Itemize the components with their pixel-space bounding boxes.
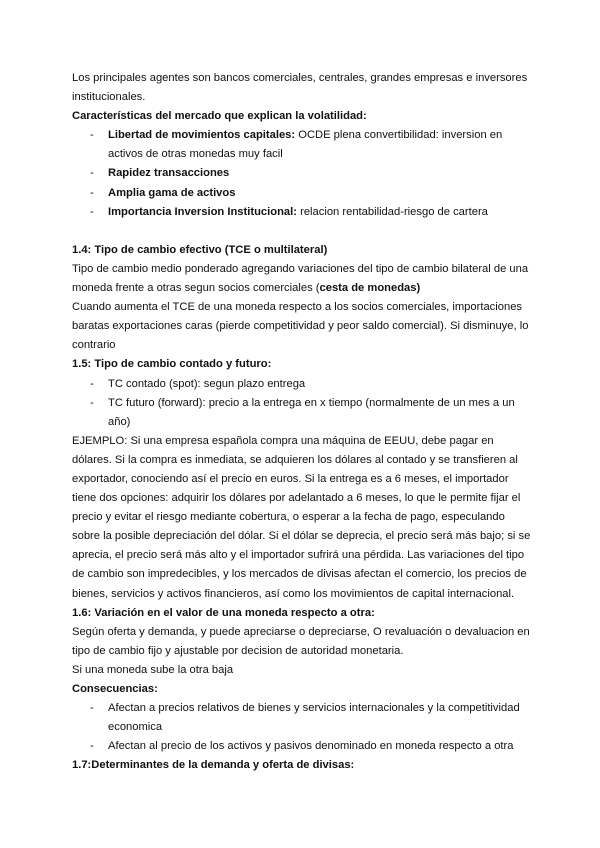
- dash-bullet: -: [90, 702, 94, 715]
- list-item: [72, 126, 528, 164]
- list-item-text: Afectan al precio de los activos y pasivos denominado en moneda respecto a otra: [108, 740, 514, 753]
- section-heading-1-4: 1.4: Tipo de cambio efectivo (TCE o multilateral): [72, 243, 328, 256]
- section-heading-1-7: 1.7:Determinantes de la demanda y oferta de divisas:: [72, 759, 355, 772]
- dash-bullet: -: [90, 205, 94, 218]
- intro-line-2: institucionales.: [72, 91, 146, 104]
- dash-bullet: -: [90, 396, 94, 409]
- list-item-bold: Rapidez transacciones: [108, 167, 230, 180]
- example-line: bienes, servicios y activos financieros, así como los movimientos de capital internacional.: [72, 587, 515, 600]
- tce-p2-line-1: Cuando aumenta el TCE de una moneda respecto a los socios comerciales, importaciones: [72, 301, 523, 314]
- list-item-text: Afectan a precios relativos de bienes y servicios internacionales y la competitividad: [108, 702, 520, 715]
- section-heading-1-5: 1.5: Tipo de cambio contado y futuro:: [72, 358, 272, 371]
- list-item-continuation: año): [108, 415, 131, 428]
- consequences-heading: Consecuencias:: [72, 683, 158, 695]
- list-item: [72, 164, 528, 183]
- variation-line-1: Según oferta y demanda, y puede apreciarse o depreciarse, O revaluación o devaluacion en: [72, 625, 530, 638]
- example-line: exportador, conociendo así el precio en euros. Si la entrega es a 6 meses, el importador: [72, 472, 509, 485]
- intro-line-1: Los principales agentes son bancos comerciales, centrales, grandes empresas e inversores: [72, 72, 528, 84]
- tce-p2-line-3: contrario: [72, 339, 116, 352]
- list-item: [72, 375, 528, 394]
- example-line: aprecia, el precio será más alto y el importador sufrirá una pérdida. Las variaciones del tipo: [72, 549, 525, 562]
- cesta-de-monedas: cesta de monedas): [319, 282, 421, 295]
- dash-bullet: -: [90, 186, 94, 199]
- example-line: sobre la posible depreciación del dólar. Si el dólar se deprecia, el precio será más bajo; si se: [72, 530, 531, 543]
- list-item-text: TC contado (spot): segun plazo entrega: [108, 377, 306, 390]
- variation-line-3: Si una moneda sube la otra baja: [72, 663, 234, 676]
- list-item: [72, 394, 528, 432]
- list-item-text: TC futuro (forward): precio a la entrega en x tiempo (normalmente de un mes a un: [108, 396, 515, 409]
- tce-p1-line-1: Tipo de cambio medio ponderado agregando variaciones del tipo de cambio bilateral de una: [72, 262, 529, 275]
- example-line: EJEMPLO: Si una empresa española compra una máquina de EEUU, debe pagar en: [72, 434, 494, 447]
- dash-bullet: -: [90, 167, 94, 180]
- document-page: [72, 69, 531, 775]
- variation-line-2: tipo de cambio fijo y ajustable por decision de autoridad monetaria.: [72, 644, 404, 657]
- example-line: precio y evitar el riesgo mediante cobertura, o esperar a la fecha de pago, especulando: [72, 511, 505, 524]
- tce-p2-line-2: baratas exportaciones caras (pierde competitividad y peor saldo comercial). Si disminuye, lo: [72, 320, 529, 333]
- list-item-continuation: activos de otras monedas muy facil: [108, 148, 283, 161]
- blank-line: [72, 222, 528, 241]
- list-item: [72, 203, 528, 222]
- volatility-heading: Características del mercado que explican la volatilidad:: [72, 110, 367, 123]
- list-item-continuation: economica: [108, 721, 163, 734]
- list-item: [72, 699, 528, 737]
- list-item-bold: Libertad de movimientos capitales:: [108, 129, 296, 142]
- dash-bullet: -: [90, 377, 94, 390]
- tce-p1-line-2: moneda frente a otras segun socios comerciales (cesta de monedas): [72, 282, 421, 295]
- example-line: tiene dos opciones: adquirir los dólares por adelantado a 6 meses, lo que le permite fijar el: [72, 492, 521, 505]
- list-item-text: relacion rentabilidad-riesgo de cartera: [296, 205, 488, 218]
- list-item: [72, 737, 528, 756]
- list-item: [72, 184, 528, 203]
- list-item-bold: Amplia gama de activos: [108, 186, 236, 199]
- example-line: de cambio son impredecibles, y los mercados de divisas afectan el comercio, los precios de: [72, 568, 527, 581]
- section-heading-1-6: 1.6: Variación en el valor de una moneda respecto a otra:: [72, 606, 375, 619]
- dash-bullet: -: [90, 740, 94, 753]
- example-line: dólares. Si la compra es inmediata, se adquieren los dólares al contado y se transfieren al: [72, 453, 518, 466]
- dash-bullet: -: [90, 129, 94, 142]
- list-item-bold: Importancia Inversion Institucional:: [108, 205, 297, 218]
- list-item-text: OCDE plena convertibilidad: inversion en: [295, 129, 503, 142]
